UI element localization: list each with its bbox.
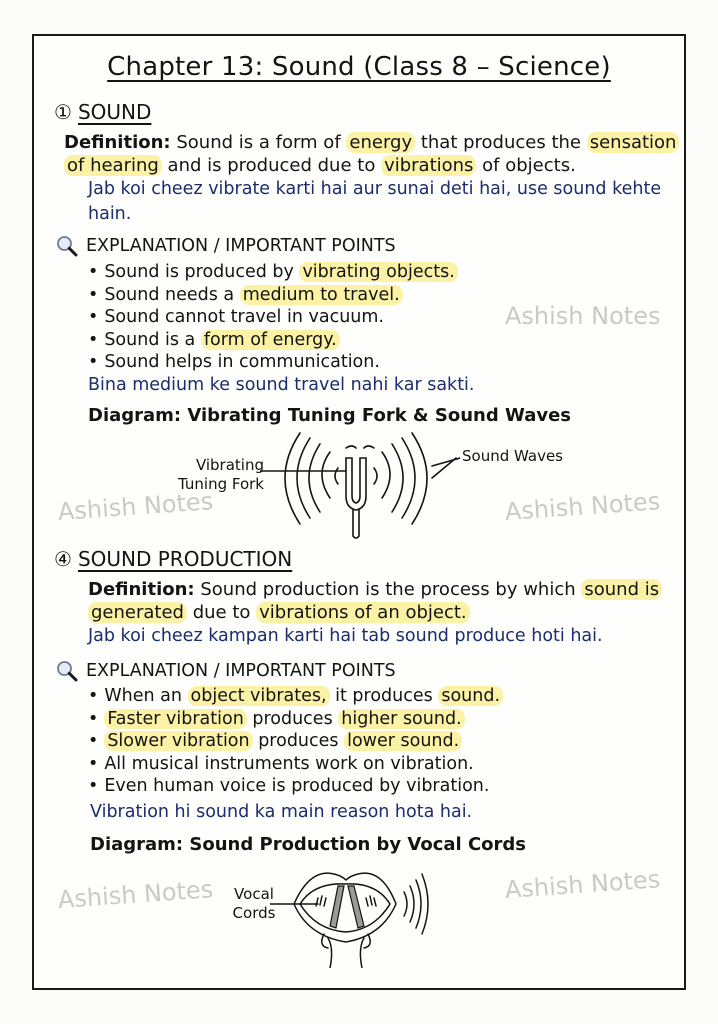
text-run: Sound is a <box>104 329 201 350</box>
hinglish-note: Jab koi cheez vibrate karti hai aur sunai deti hai, use sound kehte hain. <box>88 179 662 224</box>
highlighted-text: vibrations of an object. <box>256 602 470 623</box>
section-number: ④ <box>54 547 72 571</box>
list-item <box>88 753 503 776</box>
list-item <box>88 329 458 352</box>
text-run: produces <box>252 731 345 751</box>
highlighted-text: energy <box>346 132 415 153</box>
hinglish-note: Bina medium ke sound travel nahi kar sakti. <box>88 375 475 395</box>
text-run: Sound is produced by <box>104 262 300 282</box>
definition-sound <box>64 131 678 177</box>
list-item <box>88 284 458 307</box>
tuning-fork-diagram <box>260 428 460 544</box>
definition-label: Definition: <box>64 132 171 153</box>
highlighted-text: Slower vibration <box>104 731 252 751</box>
highlighted-text: vibrations <box>381 155 476 176</box>
watermark: Ashish Notes <box>57 875 215 914</box>
label-line: Cords <box>232 904 276 922</box>
text-run: of objects. <box>476 155 576 176</box>
hinglish-note: Jab koi cheez kampan karti hai tab sound produce hoti hai. <box>88 626 603 646</box>
highlighted-text: object vibrates, <box>188 686 330 706</box>
text-run: Sound helps in communication. <box>104 352 380 372</box>
text-run: produces <box>246 708 339 729</box>
label-line: Vocal <box>234 885 274 903</box>
highlighted-text: medium to travel. <box>240 285 403 305</box>
text-run: Sound cannot travel in vacuum. <box>104 307 384 327</box>
section-title: SOUND <box>77 100 152 124</box>
label-line: Tuning Fork <box>178 475 264 493</box>
hinglish-note: Vibration hi sound ka main reason hota hai. <box>90 802 473 822</box>
text-run: it produces <box>329 686 439 706</box>
text-run: and is produced due to <box>161 155 382 176</box>
section-title: SOUND PRODUCTION <box>77 547 293 571</box>
points-list <box>88 685 503 798</box>
highlighted-text: Faster vibration <box>104 709 246 729</box>
magnifier-icon <box>56 235 78 257</box>
text-run: Sound is a form of <box>170 132 347 153</box>
text-run: due to <box>186 602 257 623</box>
list-item <box>88 685 503 708</box>
text-run: Even human voice is produced by vibration. <box>104 776 490 796</box>
text-run: When an <box>104 686 188 706</box>
explanation-heading <box>56 660 396 682</box>
text-run: Sound needs a <box>104 284 240 305</box>
section-number: ① <box>54 100 72 124</box>
points-list <box>88 261 458 374</box>
text-run: All musical instruments work on vibration. <box>104 753 474 774</box>
label-line: Vibrating <box>195 456 264 474</box>
explanation-heading-text: EXPLANATION / IMPORTANT POINTS <box>86 236 396 256</box>
section-heading-sound <box>54 100 151 124</box>
highlighted-text: form of energy. <box>201 330 340 350</box>
vocal-cords-label <box>226 885 282 923</box>
list-item <box>88 708 503 731</box>
diagram-title: Diagram: Vibrating Tuning Fork & Sound Waves <box>88 405 572 426</box>
explanation-heading-text: EXPLANATION / IMPORTANT POINTS <box>86 661 396 681</box>
watermark: Ashish Notes <box>57 487 215 526</box>
explanation-heading <box>56 235 396 257</box>
page-title-text: Chapter 13: Sound (Class 8 – Science) <box>107 52 611 82</box>
magnifier-icon <box>56 660 78 682</box>
text-run: Sound production is the process by which <box>194 579 582 600</box>
highlighted-text: lower sound. <box>344 731 462 751</box>
highlighted-text: higher sound. <box>338 709 464 729</box>
list-item <box>88 351 458 374</box>
diagram-title: Diagram: Sound Production by Vocal Cords <box>90 834 527 855</box>
sound-waves-label: Sound Waves <box>462 447 563 465</box>
definition-sound-production <box>88 578 678 624</box>
definition-label: Definition: <box>88 579 195 600</box>
watermark: Ashish Notes <box>504 865 662 904</box>
section-heading-sound-production <box>54 547 292 571</box>
list-item <box>88 306 458 329</box>
highlighted-text: sound. <box>438 686 503 706</box>
watermark: Ashish Notes <box>504 487 662 526</box>
highlighted-text: sensation of hearing <box>64 132 679 176</box>
highlighted-text: sound is generated <box>88 579 662 623</box>
list-item <box>88 261 458 284</box>
text-run: that produces the <box>415 132 587 153</box>
vocal-cords-diagram <box>270 864 440 968</box>
watermark: Ashish Notes <box>505 302 661 330</box>
page-title <box>0 52 718 82</box>
list-item <box>88 730 503 753</box>
highlighted-text: vibrating objects. <box>299 262 457 282</box>
list-item <box>88 775 503 798</box>
